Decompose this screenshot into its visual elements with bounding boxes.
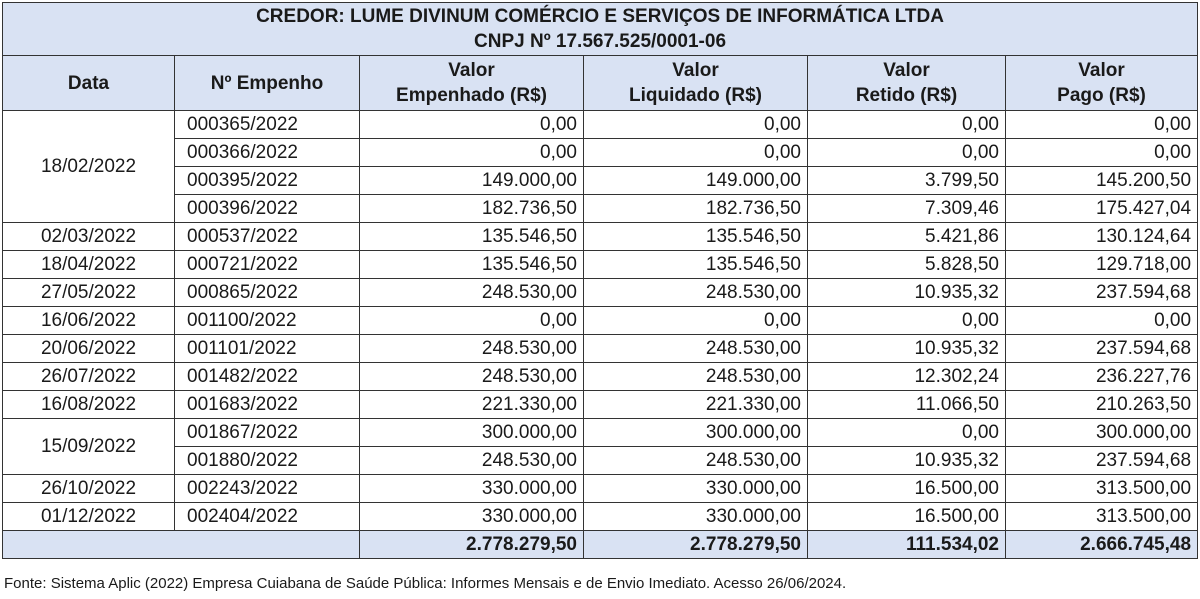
date-cell: 18/02/2022 [3, 111, 175, 223]
date-cell: 15/09/2022 [3, 419, 175, 475]
empenho-cell: 001100/2022 [175, 307, 360, 335]
pago-cell: 313.500,00 [1006, 475, 1198, 503]
date-cell: 01/12/2022 [3, 503, 175, 531]
header-liquidado: Valor Liquidado (R$) [584, 56, 808, 111]
empenhado-cell: 248.530,00 [360, 335, 584, 363]
creditor-name: CREDOR: LUME DIVINUM COMÉRCIO E SERVIÇOS DE INFORMÁTICA LTDA [256, 6, 944, 27]
pago-cell: 237.594,68 [1006, 335, 1198, 363]
retido-cell: 16.500,00 [808, 503, 1006, 531]
date-cell: 02/03/2022 [3, 223, 175, 251]
empenhado-cell: 248.530,00 [360, 363, 584, 391]
empenhado-cell: 135.546,50 [360, 251, 584, 279]
pago-cell: 145.200,50 [1006, 167, 1198, 195]
retido-cell: 0,00 [808, 307, 1006, 335]
retido-cell: 10.935,32 [808, 447, 1006, 475]
pago-cell: 210.263,50 [1006, 391, 1198, 419]
date-cell: 16/06/2022 [3, 307, 175, 335]
liquidado-cell: 248.530,00 [584, 447, 808, 475]
pago-cell: 237.594,68 [1006, 279, 1198, 307]
empenhado-cell: 300.000,00 [360, 419, 584, 447]
table-row [3, 251, 1198, 279]
empenho-cell: 000721/2022 [175, 251, 360, 279]
date-cell: 26/10/2022 [3, 475, 175, 503]
liquidado-cell: 182.736,50 [584, 195, 808, 223]
header-empenho: Nº Empenho [175, 56, 360, 111]
liquidado-cell: 135.546,50 [584, 251, 808, 279]
pago-cell: 236.227,76 [1006, 363, 1198, 391]
liquidado-cell: 0,00 [584, 139, 808, 167]
table-row [3, 391, 1198, 419]
table-title [3, 3, 1198, 56]
pago-cell: 313.500,00 [1006, 503, 1198, 531]
liquidado-cell: 330.000,00 [584, 475, 808, 503]
date-cell: 20/06/2022 [3, 335, 175, 363]
totals-row [3, 531, 1198, 559]
table-row [3, 307, 1198, 335]
empenho-cell: 000395/2022 [175, 167, 360, 195]
retido-cell: 0,00 [808, 111, 1006, 139]
table-row [3, 475, 1198, 503]
empenho-cell: 000365/2022 [175, 111, 360, 139]
pago-cell: 0,00 [1006, 111, 1198, 139]
source-note: Fonte: Sistema Aplic (2022) Empresa Cuiabana de Saúde Pública: Informes Mensais e de Envio Imediato. Acesso 26/06/2024. [4, 575, 847, 592]
table-row [3, 167, 1198, 195]
table-row [3, 195, 1198, 223]
retido-cell: 0,00 [808, 419, 1006, 447]
empenhado-cell: 182.736,50 [360, 195, 584, 223]
total-retido: 111.534,02 [808, 531, 1006, 559]
table-body [3, 111, 1198, 531]
table-row [3, 419, 1198, 447]
liquidado-cell: 149.000,00 [584, 167, 808, 195]
credor-table [2, 2, 1198, 559]
table-row [3, 139, 1198, 167]
empenho-cell: 001683/2022 [175, 391, 360, 419]
empenho-cell: 002404/2022 [175, 503, 360, 531]
total-pago: 2.666.745,48 [1006, 531, 1198, 559]
retido-cell: 5.421,86 [808, 223, 1006, 251]
date-cell: 18/04/2022 [3, 251, 175, 279]
retido-cell: 10.935,32 [808, 335, 1006, 363]
table-row [3, 335, 1198, 363]
liquidado-cell: 248.530,00 [584, 335, 808, 363]
date-cell: 27/05/2022 [3, 279, 175, 307]
pago-cell: 300.000,00 [1006, 419, 1198, 447]
header-row [3, 56, 1198, 111]
total-empenhado: 2.778.279,50 [360, 531, 584, 559]
empenhado-cell: 248.530,00 [360, 279, 584, 307]
table-row [3, 111, 1198, 139]
retido-cell: 7.309,46 [808, 195, 1006, 223]
header-retido: Valor Retido (R$) [808, 56, 1006, 111]
pago-cell: 130.124,64 [1006, 223, 1198, 251]
total-liquidado: 2.778.279,50 [584, 531, 808, 559]
empenhado-cell: 330.000,00 [360, 503, 584, 531]
empenho-cell: 001880/2022 [175, 447, 360, 475]
liquidado-cell: 135.546,50 [584, 223, 808, 251]
liquidado-cell: 221.330,00 [584, 391, 808, 419]
retido-cell: 3.799,50 [808, 167, 1006, 195]
liquidado-cell: 0,00 [584, 307, 808, 335]
retido-cell: 5.828,50 [808, 251, 1006, 279]
retido-cell: 11.066,50 [808, 391, 1006, 419]
empenhado-cell: 0,00 [360, 111, 584, 139]
empenhado-cell: 0,00 [360, 307, 584, 335]
header-empenhado: Valor Empenhado (R$) [360, 56, 584, 111]
pago-cell: 237.594,68 [1006, 447, 1198, 475]
liquidado-cell: 330.000,00 [584, 503, 808, 531]
document-page [2, 2, 1197, 559]
totals-label-cell [3, 531, 360, 559]
table-row [3, 447, 1198, 475]
empenhado-cell: 221.330,00 [360, 391, 584, 419]
date-cell: 16/08/2022 [3, 391, 175, 419]
liquidado-cell: 248.530,00 [584, 279, 808, 307]
table-row [3, 223, 1198, 251]
date-cell: 26/07/2022 [3, 363, 175, 391]
empenho-cell: 000366/2022 [175, 139, 360, 167]
empenhado-cell: 135.546,50 [360, 223, 584, 251]
empenhado-cell: 248.530,00 [360, 447, 584, 475]
empenho-cell: 000865/2022 [175, 279, 360, 307]
empenhado-cell: 149.000,00 [360, 167, 584, 195]
liquidado-cell: 248.530,00 [584, 363, 808, 391]
creditor-cnpj: CNPJ Nº 17.567.525/0001-06 [474, 31, 727, 52]
empenhado-cell: 330.000,00 [360, 475, 584, 503]
retido-cell: 12.302,24 [808, 363, 1006, 391]
empenho-cell: 002243/2022 [175, 475, 360, 503]
empenho-cell: 000396/2022 [175, 195, 360, 223]
header-pago: Valor Pago (R$) [1006, 56, 1198, 111]
table-row [3, 279, 1198, 307]
empenho-cell: 001101/2022 [175, 335, 360, 363]
empenho-cell: 001482/2022 [175, 363, 360, 391]
empenhado-cell: 0,00 [360, 139, 584, 167]
liquidado-cell: 300.000,00 [584, 419, 808, 447]
pago-cell: 129.718,00 [1006, 251, 1198, 279]
pago-cell: 175.427,04 [1006, 195, 1198, 223]
retido-cell: 10.935,32 [808, 279, 1006, 307]
header-date: Data [3, 56, 175, 111]
empenho-cell: 001867/2022 [175, 419, 360, 447]
pago-cell: 0,00 [1006, 139, 1198, 167]
table-row [3, 363, 1198, 391]
liquidado-cell: 0,00 [584, 111, 808, 139]
pago-cell: 0,00 [1006, 307, 1198, 335]
table-row [3, 503, 1198, 531]
retido-cell: 16.500,00 [808, 475, 1006, 503]
empenho-cell: 000537/2022 [175, 223, 360, 251]
retido-cell: 0,00 [808, 139, 1006, 167]
